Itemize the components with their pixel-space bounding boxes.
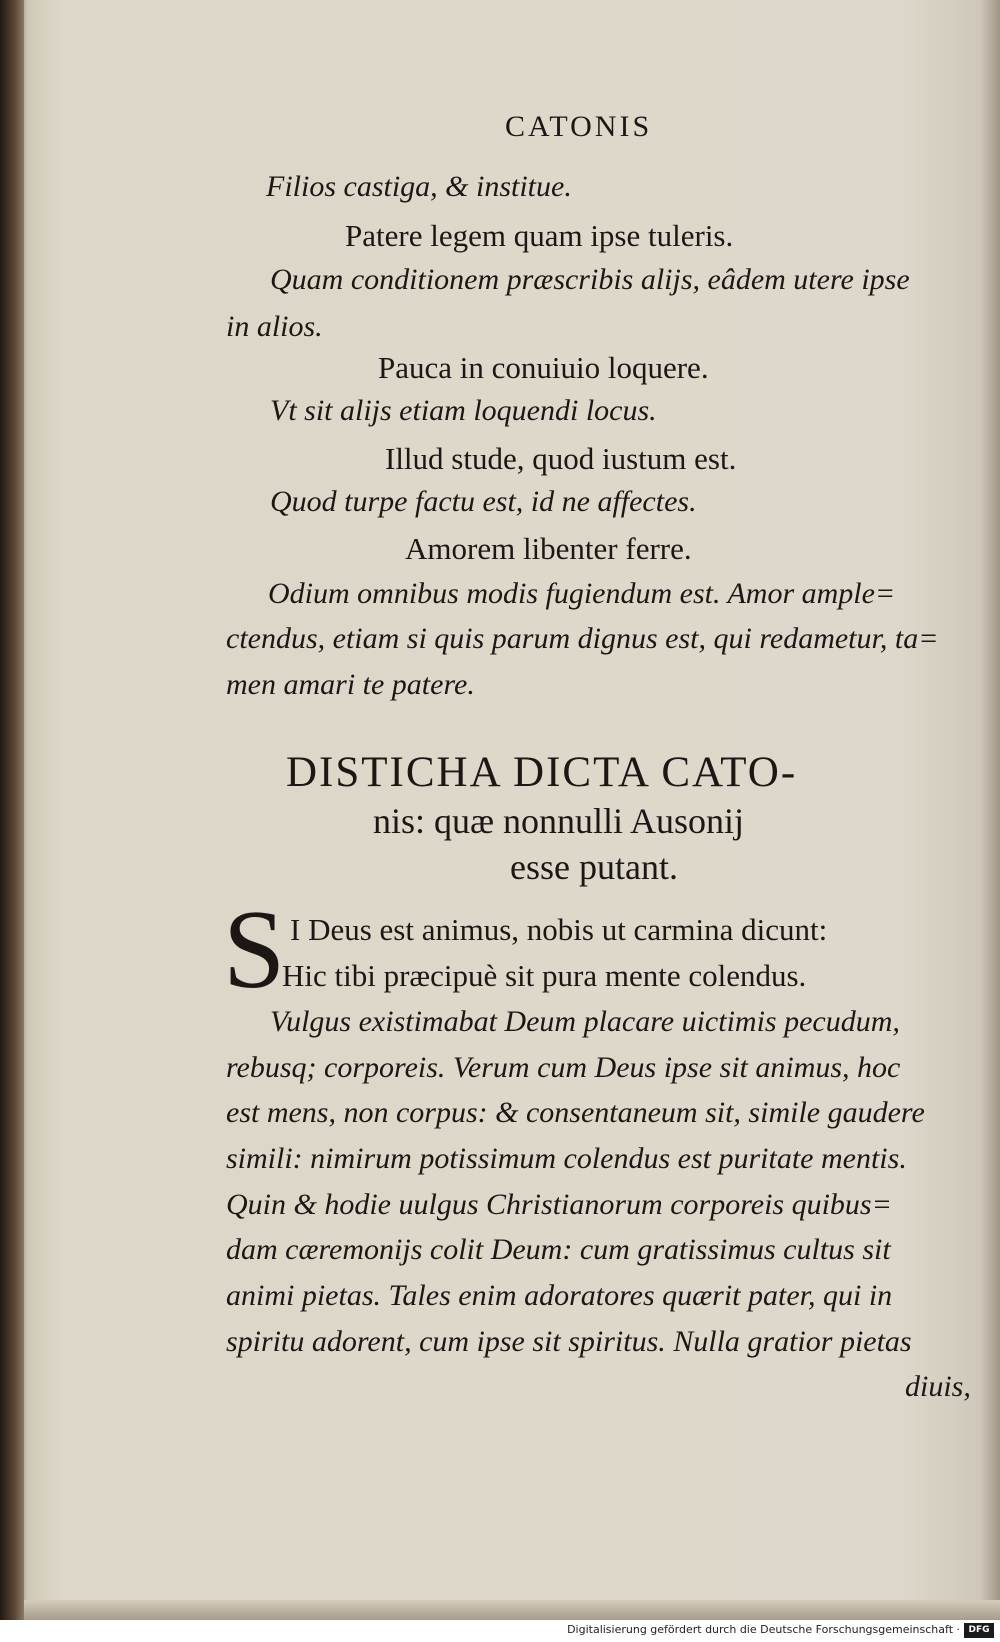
text-line: Vt sit alijs etiam loquendi locus. <box>270 394 657 427</box>
text-line: Filios castiga, & institue. <box>266 170 572 203</box>
dfg-logo: DFG <box>964 1623 994 1638</box>
text-line: in alios. <box>226 310 323 343</box>
commentary-line: diuis, <box>905 1370 971 1403</box>
section-heading-line-3: esse putant. <box>510 847 678 887</box>
section-heading-line-2: nis: quæ nonnulli Ausonij <box>373 801 745 841</box>
text-line: Odium omnibus modis fugiendum est. Amor ample= <box>268 577 896 610</box>
footer-credit: Digitalisierung gefördert durch die Deutsche Forschungsgemeinschaft · <box>567 1623 960 1636</box>
commentary-line: simili: nimirum potissimum colendus est puritate mentis. <box>226 1142 907 1175</box>
text-line: Pauca in conuiuio loquere. <box>378 350 709 385</box>
text-line: ctendus, etiam si quis parum dignus est, qui redametur, ta= <box>226 622 939 655</box>
running-head: CATONIS <box>505 110 653 143</box>
section-heading-line-1: DISTICHA DICTA CATO- <box>286 749 798 796</box>
text-line: Quod turpe factu est, id ne affectes. <box>270 485 697 518</box>
text-line: Patere legem quam ipse tuleris. <box>345 218 734 253</box>
commentary-line: est mens, non corpus: & consentaneum sit, simile gaudere <box>226 1096 925 1129</box>
text-line: Illud stude, quod iustum est. <box>385 441 737 476</box>
verse-line: I Deus est animus, nobis ut carmina dicunt: <box>290 912 828 947</box>
verse-line: Hic tibi præcipuè sit pura mente colendus. <box>282 958 807 993</box>
digitization-footer <box>0 1620 1000 1642</box>
commentary-line: rebusq; corporeis. Verum cum Deus ipse sit animus, hoc <box>226 1051 901 1084</box>
drop-capital: S <box>223 888 286 1012</box>
book-binding <box>0 0 24 1620</box>
page-edge <box>24 1600 1000 1620</box>
commentary-line: Vulgus existimabat Deum placare uictimis pecudum, <box>270 1005 900 1038</box>
text-line: men amari te patere. <box>226 668 475 701</box>
commentary-line: animi pietas. Tales enim adoratores quærit pater, qui in <box>226 1279 893 1312</box>
text-line: Quam conditionem præscribis alijs, eâdem utere ipse <box>270 263 910 296</box>
text-line: Amorem libenter ferre. <box>405 531 692 566</box>
commentary-line: spiritu adorent, cum ipse sit spiritus. Nulla gratior pietas <box>226 1325 912 1358</box>
commentary-line: Quin & hodie uulgus Christianorum corporeis quibus= <box>226 1188 892 1221</box>
commentary-line: dam cæremonijs colit Deum: cum gratissimus cultus sit <box>226 1233 891 1266</box>
